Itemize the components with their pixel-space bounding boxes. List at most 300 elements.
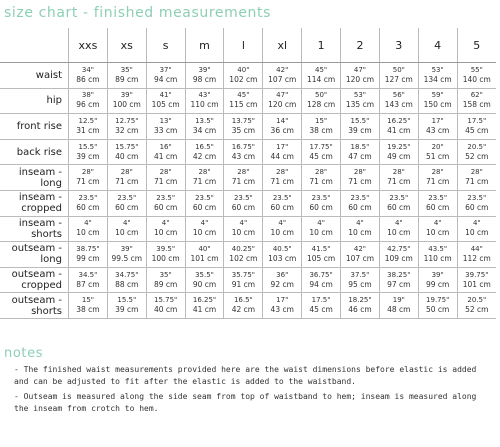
cm-value: 10 cm (76, 228, 100, 238)
inch-value: 47" (353, 65, 367, 74)
inch-value: 4" (278, 219, 287, 228)
measurement-cell (302, 63, 341, 89)
cm-value: 107 cm (268, 74, 297, 84)
inch-value: 35" (120, 65, 133, 74)
measurement-cell (418, 114, 457, 140)
inch-value: 43.5" (428, 244, 448, 253)
measurement-cell (107, 267, 146, 293)
inch-value: 17" (276, 296, 289, 305)
cm-value: 52 cm (465, 305, 489, 315)
measurement-row (0, 114, 496, 140)
inch-value: 19.75" (426, 296, 450, 305)
row-label-line: cropped (21, 203, 62, 215)
measurement-cell (69, 242, 108, 268)
measurement-cell (341, 88, 380, 114)
inch-value: 16.25" (192, 296, 217, 305)
cm-value: 45 cm (309, 305, 333, 315)
measurement-cell (185, 216, 224, 242)
inch-value: 4" (161, 219, 170, 228)
inch-value: 16" (159, 142, 172, 151)
row-label-line: cropped (21, 280, 62, 292)
cm-value: 40 cm (153, 305, 178, 315)
cm-value: 71 cm (387, 177, 411, 187)
cm-value: 50 cm (425, 305, 450, 315)
measurement-cell (146, 165, 185, 191)
inch-value: 38" (81, 91, 94, 100)
cm-value: 46 cm (348, 305, 372, 315)
cm-value: 40 cm (115, 151, 139, 161)
size-header: 1 (302, 28, 341, 63)
cm-value: 115 cm (229, 100, 258, 110)
inch-value: 44" (470, 244, 483, 253)
cm-value: 60 cm (309, 202, 333, 212)
measurement-cell (457, 267, 496, 293)
measurement-cell (418, 165, 457, 191)
measurement-cell (146, 114, 185, 140)
measurement-cell (263, 242, 302, 268)
cm-value: 89 cm (115, 74, 139, 84)
measurement-cell (341, 242, 380, 268)
measurement-cell (379, 139, 418, 165)
cm-value: 134 cm (423, 74, 452, 84)
measurement-cell (107, 139, 146, 165)
inch-value: 13.75" (231, 116, 255, 125)
cm-value: 35 cm (231, 125, 256, 135)
row-label-line: long (40, 254, 62, 266)
inch-value: 28" (392, 168, 405, 177)
cm-value: 100 cm (112, 100, 141, 110)
cm-value: 94 cm (153, 74, 178, 84)
inch-value: 12.75" (115, 116, 139, 125)
inch-value: 28" (198, 168, 211, 177)
measurement-cell (69, 190, 108, 216)
inch-value: 4" (472, 219, 481, 228)
cm-value: 60 cm (231, 202, 256, 212)
cm-value: 10 cm (153, 228, 178, 238)
measurement-cell (69, 139, 108, 165)
cm-value: 10 cm (309, 228, 333, 238)
cm-value: 94 cm (309, 279, 333, 289)
cm-value: 87 cm (76, 279, 100, 289)
measurement-cell (457, 88, 496, 114)
row-label (0, 139, 69, 165)
size-header: l (224, 28, 263, 63)
row-label-line: back rise (16, 146, 62, 158)
cm-value: 38 cm (309, 125, 333, 135)
measurement-cell (107, 114, 146, 140)
cm-value: 43 cm (270, 305, 294, 315)
cm-value: 71 cm (425, 177, 450, 187)
cm-value: 51 cm (425, 151, 450, 161)
inch-value: 34.5" (78, 270, 98, 279)
inch-value: 18.5" (350, 142, 370, 151)
measurement-row (0, 88, 496, 114)
measurement-cell (418, 88, 457, 114)
inch-value: 4" (239, 219, 248, 228)
inch-value: 28" (276, 168, 289, 177)
row-label (0, 216, 69, 242)
inch-value: 45" (315, 65, 328, 74)
cm-value: 71 cm (309, 177, 333, 187)
size-header: m (185, 28, 224, 63)
measurement-cell (418, 190, 457, 216)
inch-value: 35.5" (195, 270, 214, 279)
measurement-cell (146, 190, 185, 216)
measurement-row (0, 242, 496, 268)
inch-value: 28" (315, 168, 328, 177)
measurement-row (0, 267, 496, 293)
row-label-line: inseam - (18, 192, 62, 204)
cm-value: 71 cm (115, 177, 139, 187)
measurement-cell (302, 216, 341, 242)
cm-value: 102 cm (229, 253, 258, 263)
cm-value: 98 cm (192, 74, 217, 84)
measurement-cell (185, 293, 224, 319)
inch-value: 36" (276, 270, 289, 279)
cm-value: 71 cm (270, 177, 294, 187)
cm-value: 52 cm (465, 151, 489, 161)
inch-value: 34" (81, 65, 94, 74)
inch-value: 28" (81, 168, 94, 177)
cm-value: 60 cm (387, 202, 411, 212)
cm-value: 60 cm (76, 202, 100, 212)
measurement-cell (379, 190, 418, 216)
cm-value: 42 cm (231, 305, 256, 315)
inch-value: 19" (392, 296, 405, 305)
size-header: 4 (418, 28, 457, 63)
cm-value: 101 cm (462, 279, 491, 289)
measurement-cell (302, 114, 341, 140)
measurement-cell (69, 267, 108, 293)
inch-value: 43" (198, 91, 211, 100)
row-label-line: inseam - (18, 166, 62, 178)
cm-value: 41 cm (153, 151, 178, 161)
inch-value: 38.75" (76, 244, 100, 253)
measurement-row (0, 165, 496, 191)
inch-value: 23.5" (117, 193, 137, 202)
measurement-cell (185, 165, 224, 191)
measurement-cell (185, 88, 224, 114)
inch-value: 37.5" (350, 270, 370, 279)
row-label-line: outseam - (11, 294, 62, 306)
cm-value: 91 cm (231, 279, 256, 289)
header-row (0, 28, 496, 63)
corner-cell (0, 28, 69, 63)
inch-value: 4" (433, 219, 442, 228)
size-header: xs (107, 28, 146, 63)
cm-value: 43 cm (425, 125, 450, 135)
cm-value: 33 cm (153, 125, 178, 135)
inch-value: 40" (237, 65, 250, 74)
inch-value: 16.25" (387, 116, 411, 125)
cm-value: 158 cm (462, 100, 491, 110)
inch-value: 50" (392, 65, 405, 74)
measurement-cell (107, 165, 146, 191)
cm-value: 110 cm (190, 100, 219, 110)
cm-value: 120 cm (268, 100, 297, 110)
inch-value: 13" (159, 116, 172, 125)
measurement-cell (379, 293, 418, 319)
chart-body (0, 63, 496, 319)
measurement-cell (379, 63, 418, 89)
cm-value: 89 cm (153, 279, 178, 289)
cm-value: 102 cm (229, 74, 258, 84)
measurement-cell (457, 139, 496, 165)
row-label-line: inseam - (18, 217, 62, 229)
measurement-cell (146, 88, 185, 114)
cm-value: 60 cm (465, 202, 489, 212)
cm-value: 36 cm (270, 125, 294, 135)
measurement-cell (341, 165, 380, 191)
measurement-cell (263, 63, 302, 89)
inch-value: 15" (315, 116, 328, 125)
cm-value: 101 cm (190, 253, 219, 263)
measurement-cell (107, 190, 146, 216)
measurement-cell (263, 216, 302, 242)
measurement-row (0, 190, 496, 216)
inch-value: 42.75" (387, 244, 411, 253)
row-label (0, 63, 69, 89)
row-label (0, 88, 69, 114)
measurement-cell (379, 88, 418, 114)
measurement-cell (302, 165, 341, 191)
cm-value: 150 cm (423, 100, 452, 110)
measurement-cell (418, 216, 457, 242)
measurement-cell (185, 139, 224, 165)
row-label-line: waist (35, 69, 62, 81)
cm-value: 86 cm (76, 74, 100, 84)
cm-value: 109 cm (384, 253, 413, 263)
size-header: xl (263, 28, 302, 63)
measurement-cell (263, 139, 302, 165)
inch-value: 20.5" (467, 296, 487, 305)
cm-value: 60 cm (153, 202, 178, 212)
inch-value: 18.25" (348, 296, 372, 305)
cm-value: 10 cm (348, 228, 372, 238)
cm-value: 135 cm (345, 100, 375, 110)
cm-value: 10 cm (115, 228, 139, 238)
measurement-cell (341, 293, 380, 319)
row-label-line: shorts (31, 228, 62, 240)
cm-value: 71 cm (153, 177, 178, 187)
measurement-cell (418, 242, 457, 268)
measurement-cell (146, 216, 185, 242)
inch-value: 4" (200, 219, 209, 228)
inch-value: 39.75" (465, 270, 489, 279)
inch-value: 16.75" (231, 142, 255, 151)
measurement-cell (69, 63, 108, 89)
inch-value: 23.5" (467, 193, 487, 202)
measurement-cell (418, 139, 457, 165)
cm-value: 44 cm (270, 151, 294, 161)
inch-value: 23.5" (233, 193, 253, 202)
note-item: - The finished waist measurements provided here are the waist dimensions before elastic is added and can be adjusted to fit after the elastic is added to the waistband. (14, 365, 477, 386)
measurement-row (0, 216, 496, 242)
cm-value: 39 cm (348, 125, 372, 135)
measurement-cell (185, 114, 224, 140)
inch-value: 16.5" (233, 296, 253, 305)
inch-value: 20.5" (467, 142, 487, 151)
cm-value: 143 cm (384, 100, 413, 110)
cm-value: 43 cm (231, 151, 256, 161)
cm-value: 105 cm (307, 253, 336, 263)
inch-value: 17.5" (311, 296, 331, 305)
measurement-cell (457, 114, 496, 140)
measurement-cell (224, 114, 263, 140)
measurement-cell (302, 267, 341, 293)
row-label (0, 190, 69, 216)
row-label-line: front rise (16, 120, 62, 132)
measurement-cell (341, 190, 380, 216)
cm-value: 71 cm (465, 177, 489, 187)
cm-value: 10 cm (270, 228, 294, 238)
measurement-cell (457, 242, 496, 268)
measurement-cell (302, 190, 341, 216)
size-header: s (146, 28, 185, 63)
inch-value: 23.5" (389, 193, 409, 202)
row-label-line: hip (46, 95, 62, 107)
row-label (0, 267, 69, 293)
inch-value: 15.5" (117, 296, 137, 305)
inch-value: 23.5" (311, 193, 331, 202)
measurement-cell (224, 242, 263, 268)
measurement-cell (457, 293, 496, 319)
inch-value: 28" (470, 168, 483, 177)
cm-value: 88 cm (115, 279, 139, 289)
inch-value: 19.25" (387, 142, 411, 151)
inch-value: 62" (470, 91, 483, 100)
measurement-cell (379, 114, 418, 140)
cm-value: 10 cm (231, 228, 256, 238)
inch-value: 17" (276, 142, 289, 151)
measurement-cell (185, 267, 224, 293)
measurement-cell (224, 293, 263, 319)
measurement-cell (185, 242, 224, 268)
cm-value: 110 cm (423, 253, 452, 263)
cm-value: 99.5 cm (111, 253, 143, 263)
inch-value: 23.5" (428, 193, 448, 202)
cm-value: 112 cm (462, 253, 491, 263)
inch-value: 40.25" (231, 244, 255, 253)
inch-value: 37" (159, 65, 172, 74)
measurement-cell (418, 267, 457, 293)
inch-value: 28" (353, 168, 367, 177)
cm-value: 128 cm (307, 100, 336, 110)
measurement-cell (69, 165, 108, 191)
measurement-cell (302, 139, 341, 165)
measurement-cell (418, 63, 457, 89)
cm-value: 47 cm (348, 151, 372, 161)
cm-value: 120 cm (345, 74, 375, 84)
measurement-cell (224, 165, 263, 191)
inch-value: 23.5" (272, 193, 292, 202)
cm-value: 99 cm (76, 253, 100, 263)
cm-value: 71 cm (76, 177, 100, 187)
measurement-cell (341, 63, 380, 89)
measurement-cell (146, 242, 185, 268)
inch-value: 4" (84, 219, 92, 228)
measurement-cell (341, 267, 380, 293)
size-header: 2 (341, 28, 380, 63)
inch-value: 55" (470, 65, 483, 74)
cm-value: 140 cm (462, 74, 491, 84)
inch-value: 47" (276, 91, 289, 100)
inch-value: 41.5" (311, 244, 331, 253)
measurement-cell (341, 114, 380, 140)
measurement-cell (418, 293, 457, 319)
inch-value: 42" (353, 244, 367, 253)
cm-value: 60 cm (348, 202, 372, 212)
measurement-cell (263, 190, 302, 216)
measurement-cell (107, 293, 146, 319)
inch-value: 13.5" (195, 116, 214, 125)
cm-value: 100 cm (151, 253, 180, 263)
cm-value: 96 cm (76, 100, 100, 110)
inch-value: 15" (81, 296, 94, 305)
note-item: - Outseam is measured along the side seam from top of waistband to hem; inseam is measured along the inseam from crotch to hem. (14, 392, 477, 413)
inch-value: 28" (120, 168, 133, 177)
inch-value: 15.75" (154, 296, 178, 305)
measurement-row (0, 139, 496, 165)
size-header: xxs (69, 28, 108, 63)
inch-value: 39" (120, 244, 133, 253)
cm-value: 10 cm (387, 228, 411, 238)
measurement-cell (107, 216, 146, 242)
cm-value: 60 cm (270, 202, 294, 212)
measurement-cell (107, 88, 146, 114)
measurement-cell (224, 139, 263, 165)
inch-value: 17.5" (467, 116, 487, 125)
cm-value: 48 cm (387, 305, 411, 315)
cm-value: 10 cm (465, 228, 489, 238)
inch-value: 20" (431, 142, 444, 151)
cm-value: 41 cm (387, 125, 411, 135)
inch-value: 41" (159, 91, 172, 100)
cm-value: 71 cm (231, 177, 256, 187)
cm-value: 97 cm (387, 279, 411, 289)
cm-value: 38 cm (76, 305, 100, 315)
measurement-cell (263, 88, 302, 114)
inch-value: 15.75" (115, 142, 139, 151)
inch-value: 14" (276, 116, 289, 125)
cm-value: 60 cm (192, 202, 217, 212)
inch-value: 39" (198, 65, 211, 74)
measurement-cell (224, 190, 263, 216)
cm-value: 60 cm (425, 202, 450, 212)
cm-value: 45 cm (465, 125, 489, 135)
inch-value: 35" (159, 270, 172, 279)
row-label (0, 165, 69, 191)
inch-value: 35.75" (231, 270, 255, 279)
cm-value: 34 cm (192, 125, 217, 135)
inch-value: 56" (392, 91, 405, 100)
size-header: 3 (379, 28, 418, 63)
cm-value: 41 cm (192, 305, 217, 315)
measurement-cell (263, 267, 302, 293)
measurement-cell (185, 190, 224, 216)
measurement-cell (341, 139, 380, 165)
row-label (0, 293, 69, 319)
notes-title: notes (4, 346, 44, 361)
measurement-cell (69, 293, 108, 319)
inch-value: 15.5" (78, 142, 98, 151)
inch-value: 17" (431, 116, 444, 125)
cm-value: 49 cm (387, 151, 411, 161)
measurement-cell (69, 114, 108, 140)
cm-value: 71 cm (348, 177, 372, 187)
inch-value: 39" (120, 91, 133, 100)
inch-value: 45" (237, 91, 250, 100)
